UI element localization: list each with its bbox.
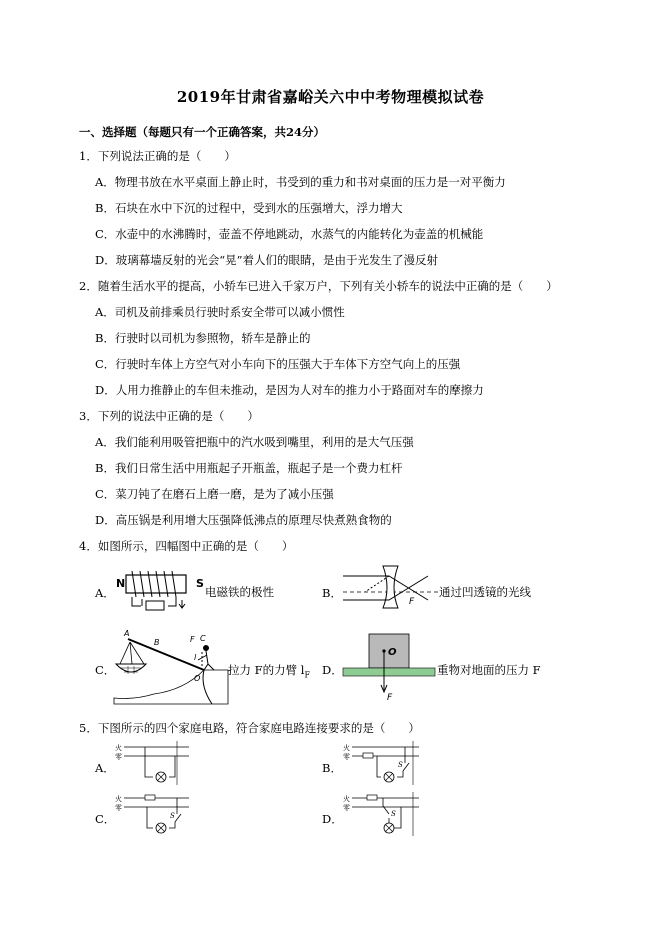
circuit-b-label: B． <box>322 761 342 775</box>
lever-arm-l-label: l <box>194 653 197 662</box>
circuit-d-live-label: 火 <box>343 795 350 803</box>
circuit-a-live-label: 火 <box>115 744 122 752</box>
circuit-a-label: A． <box>95 761 115 775</box>
question-2-stem: 2．随着生活水平的提高，小轿车已进入千家万户，下列有关小轿车的说法中正确的是（ ） <box>79 279 558 293</box>
question-3-stem: 3．下列的说法中正确的是（ ） <box>79 409 259 423</box>
page-title: 2019年甘肃省嘉峪关六中中考物理模拟试卷 <box>176 88 485 106</box>
figure-b-label: B． <box>322 586 342 600</box>
figure-a-caption: 电磁铁的极性 <box>205 585 274 599</box>
question-1-option-b: B．石块在水中下沉的过程中，受到水的压强增大，浮力增大 <box>95 201 403 215</box>
pole-n-label: N <box>116 577 126 590</box>
circuit-c-switch-label: S <box>170 812 175 820</box>
circuit-c-label: C． <box>95 812 116 826</box>
force-f-arrow-label: F <box>387 693 393 703</box>
weight-on-ground-figure <box>343 634 435 702</box>
point-a-label: A <box>124 629 130 638</box>
circuit-a-figure <box>115 741 189 785</box>
question-5-stem: 5．下图所示的四个家庭电路，符合家庭电路连接要求的是（ ） <box>79 721 420 735</box>
question-3-option-b: B．我们日常生活中用瓶起子开瓶盖，瓶起子是一个费力杠杆 <box>95 461 403 475</box>
circuit-c-neutral-label: 零 <box>115 804 122 812</box>
question-2-option-b: B．行驶时以司机为参照物，轿车是静止的 <box>95 331 311 345</box>
pivot-o-label: O <box>194 674 201 683</box>
question-2-option-d: D．人用力推静止的车但未推动，是因为人对车的推力小于路面对车的摩擦力 <box>95 383 484 397</box>
circuit-c-live-label: 火 <box>115 795 122 803</box>
figure-b-caption: 通过凹透镜的光线 <box>439 585 531 599</box>
figure-c-caption <box>228 662 310 679</box>
figure-d-caption: 重物对地面的压力 F <box>437 663 541 677</box>
question-4-stem: 4．如图所示，四幅图中正确的是（ ） <box>79 539 294 553</box>
pole-s-label: S <box>196 577 204 590</box>
section-title: 一、选择题（每题只有一个正确答案，共24分） <box>79 125 326 139</box>
question-3-option-c: C．菜刀钝了在磨石上磨一磨，是为了减小压强 <box>95 487 334 501</box>
figure-c-caption-text: 拉力 F的力臂 l <box>228 663 305 677</box>
circuit-b-switch-label: S <box>398 761 403 769</box>
point-c-label: C <box>200 634 206 643</box>
point-b-label: B <box>154 638 160 647</box>
figure-a-label: A． <box>95 586 115 600</box>
question-1-option-c: C．水壶中的水沸腾时，壶盖不停地跳动，水蒸气的内能转化为壶盖的机械能 <box>95 227 484 241</box>
focus-f-label: F <box>409 597 415 607</box>
circuit-b-neutral-label: 零 <box>343 753 350 761</box>
circuit-c-figure <box>115 792 189 836</box>
question-1-option-a: A．物理书放在水平桌面上静止时，书受到的重力和书对桌面的压力是一对平衡力 <box>95 175 506 189</box>
figure-c-caption-subscript: F <box>304 670 311 680</box>
figure-d-label: D． <box>322 663 343 677</box>
concave-lens-figure <box>343 562 438 610</box>
circuit-d-label: D． <box>322 812 343 826</box>
circuit-d-neutral-label: 零 <box>343 804 350 812</box>
circuit-a-neutral-label: 零 <box>115 753 122 761</box>
question-3-option-d: D．高压锅是利用增大压强降低沸点的原理尽快煮熟食物的 <box>95 513 392 527</box>
circuit-d-switch-label: S <box>391 810 396 818</box>
question-2-option-a: A．司机及前排乘员行驶时系安全带可以减小惯性 <box>95 305 345 319</box>
circuit-b-figure <box>343 741 419 785</box>
question-2-option-c: C．行驶时车体上方空气对小车向下的压强大于车体下方空气向上的压强 <box>95 357 461 371</box>
force-f-label: F <box>190 635 195 644</box>
electromagnet-figure <box>116 566 206 610</box>
circuit-d-figure <box>343 792 419 836</box>
question-1-stem: 1．下列说法正确的是（ ） <box>79 149 236 163</box>
center-o-label: O <box>388 647 397 658</box>
circuit-b-live-label: 火 <box>343 744 350 752</box>
figure-c-label: C． <box>95 663 116 677</box>
question-1-option-d: D．玻璃幕墙反射的光会“晃”着人们的眼睛，是由于光发生了漫反射 <box>95 253 438 267</box>
lever-figure <box>114 630 228 704</box>
question-3-option-a: A．我们能利用吸管把瓶中的汽水吸到嘴里，利用的是大气压强 <box>95 435 414 449</box>
